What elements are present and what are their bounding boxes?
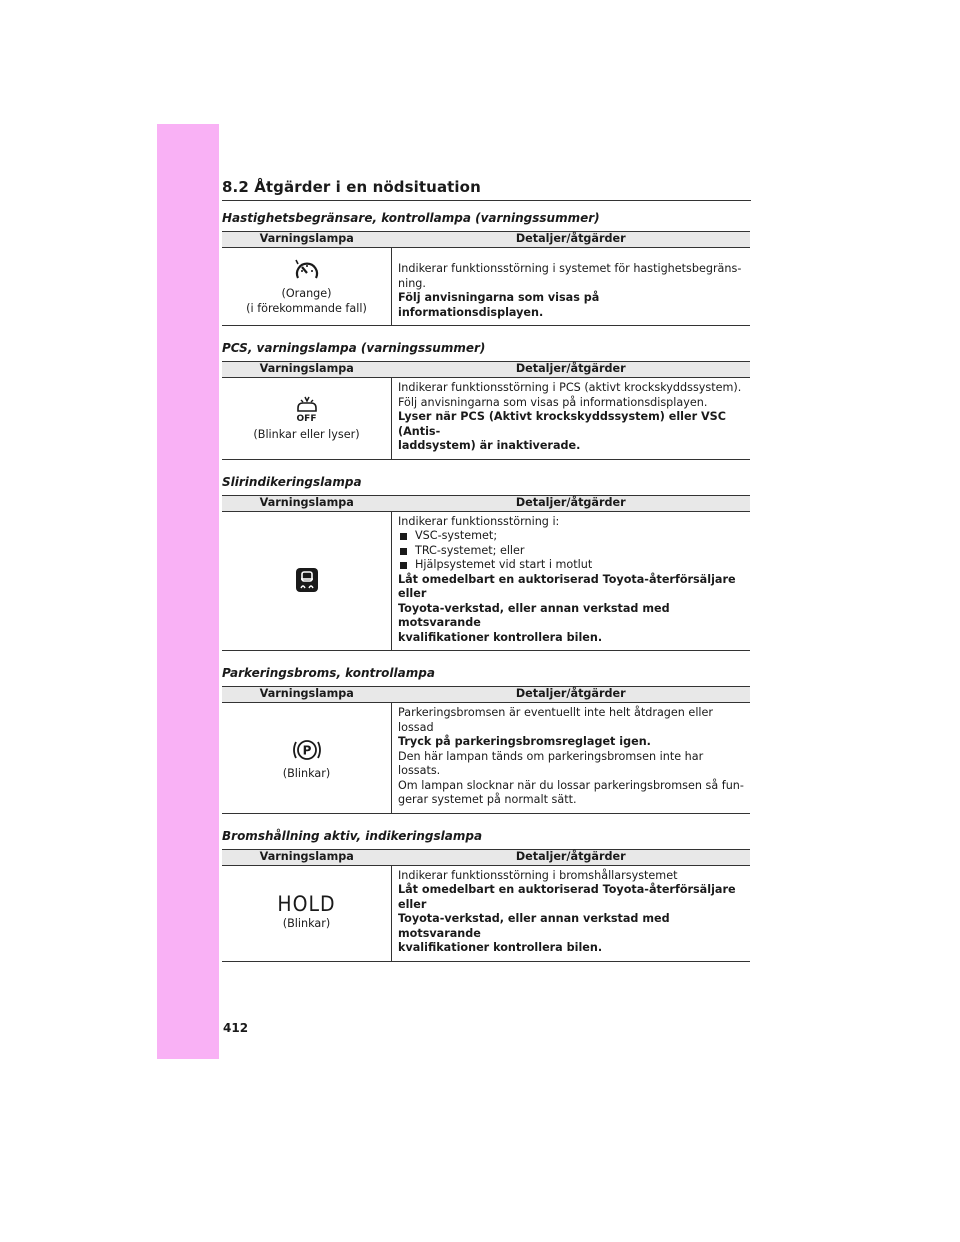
detail-line: Parkeringsbromsen är eventuellt inte helt åtdragen eller lossad (398, 706, 714, 734)
bullet-square-icon (400, 533, 407, 540)
pcs-off-text: OFF (296, 414, 317, 424)
detail-line: Tryck på parkeringsbromsreglaget igen. (398, 735, 651, 748)
section-title-parking-brake: Parkeringsbroms, kontrollampa (222, 666, 435, 680)
details-cell (392, 865, 751, 961)
lamp-cell (222, 248, 392, 326)
pcs-off-icon (292, 396, 322, 414)
detail-line: Indikerar funktionsstörning i PCS (aktivt krockskyddssystem). (398, 381, 742, 394)
details-cell (392, 378, 751, 460)
lamp-cell (222, 378, 392, 460)
detail-line: Om lampan slocknar när du lossar parkeringsbromsen så fun- (398, 778, 744, 792)
detail-line: Indikerar funktionsstörning i bromshållarsystemet (398, 868, 678, 882)
detail-line: kvalifikationer kontrollera bilen. (398, 630, 603, 644)
column-header-lamp: Varningslampa (222, 362, 392, 378)
column-header-lamp: Varningslampa (222, 495, 392, 511)
section-title-pcs: PCS, varningslampa (varningssummer) (222, 341, 486, 355)
warning-table-slip (222, 495, 750, 652)
slip-indicator-icon (296, 568, 318, 592)
lamp-state-label: (Blinkar) (282, 766, 331, 780)
warning-table-parking-brake (222, 686, 750, 814)
lamp-note-label: (i förekommande fall) (246, 301, 367, 315)
warning-table-speed-limiter (222, 231, 750, 326)
lamp-state-label: (Blinkar eller lyser) (253, 428, 360, 441)
detail-line: Toyota-verkstad, eller annan verkstad med motsvarande (398, 601, 670, 629)
svg-text:P: P (302, 743, 311, 757)
detail-line: gerar systemet på normalt sätt. (398, 793, 577, 806)
detail-line: Följ anvisningarna som visas på informationsdisplayen. (398, 291, 600, 319)
lamp-cell (222, 703, 392, 814)
detail-line: Den här lampan tänds om parkeringsbromsen inte har lossats. (398, 749, 704, 777)
detail-line: Indikerar funktionsstörning i systemet för hastighetsbegräns- (398, 262, 742, 275)
chapter-heading: 8.2 Åtgärder i en nödsituation (222, 178, 751, 201)
bullet-item: Hjälpsystemet vid start i motlut (398, 558, 744, 573)
detail-line: Lyser när PCS (Aktivt krockskyddssystem) eller VSC (Antis- (398, 410, 726, 438)
warning-table-pcs (222, 361, 750, 460)
parking-brake-icon (291, 737, 323, 763)
page-content (222, 178, 751, 977)
column-header-lamp: Varningslampa (222, 232, 392, 248)
bullet-item: TRC-systemet; eller (398, 544, 744, 559)
lamp-color-label: (Orange) (281, 287, 332, 300)
details-cell (392, 248, 751, 326)
detail-line: Följ anvisningarna som visas på informationsdisplayen. (398, 395, 708, 409)
column-header-details: Detaljer/åtgärder (392, 687, 751, 703)
detail-intro: Indikerar funktionsstörning i: (398, 514, 560, 528)
section-title-speed-limiter: Hastighetsbegränsare, kontrollampa (varningssummer) (222, 211, 600, 225)
brake-hold-icon: HOLD (277, 891, 336, 916)
lamp-state-label: (Blinkar) (282, 917, 331, 930)
column-header-lamp: Varningslampa (222, 849, 392, 865)
column-header-details: Detaljer/åtgärder (392, 495, 751, 511)
lamp-cell (222, 511, 392, 651)
column-header-details: Detaljer/åtgärder (392, 362, 751, 378)
page-number: 412 (223, 1021, 249, 1035)
speed-limiter-icon (294, 259, 320, 283)
section-title-brake-hold: Bromshållning aktiv, indikeringslampa (222, 828, 483, 843)
detail-line: kvalifikationer kontrollera bilen. (398, 941, 603, 954)
details-cell (392, 703, 751, 814)
details-cell (392, 511, 751, 651)
column-header-details: Detaljer/åtgärder (392, 232, 751, 248)
detail-line: Låt omedelbart en auktoriserad Toyota-återförsäljare eller (398, 572, 736, 600)
detail-line: Låt omedelbart en auktoriserad Toyota-återförsäljare eller (398, 883, 736, 911)
side-tab-band (157, 124, 219, 1059)
bullet-square-icon (400, 548, 407, 555)
warning-table-brake-hold (222, 849, 750, 962)
bullet-square-icon (400, 562, 407, 569)
detail-line: laddsystem) är inaktiverade. (398, 439, 581, 452)
column-header-details: Detaljer/åtgärder (392, 849, 751, 865)
column-header-lamp: Varningslampa (222, 687, 392, 703)
detail-line: Toyota-verkstad, eller annan verkstad med motsvarande (398, 912, 670, 940)
detail-line: ning. (398, 276, 426, 290)
bullet-item: VSC-systemet; (398, 529, 744, 544)
lamp-cell (222, 865, 392, 961)
section-title-slip: Slirindikeringslampa (222, 474, 362, 489)
